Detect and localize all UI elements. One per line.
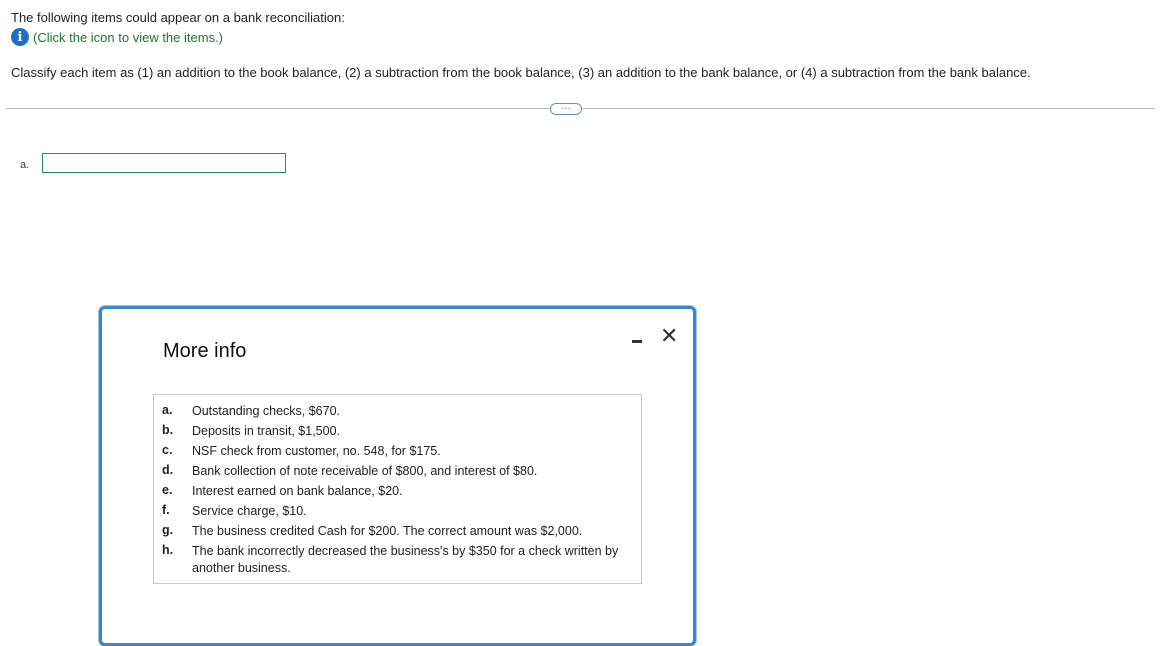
item-letter: b. — [162, 423, 174, 437]
item-text: Interest earned on bank balance, $20. — [192, 484, 403, 498]
list-item — [154, 443, 632, 460]
minimize-icon[interactable] — [632, 340, 642, 343]
items-list — [153, 394, 642, 584]
list-item — [154, 403, 632, 420]
list-item — [154, 543, 622, 577]
item-text: The business credited Cash for $200. The correct amount was $2,000. — [192, 524, 583, 538]
more-info-dialog — [99, 306, 696, 646]
view-items-link[interactable]: (Click the icon to view the items.) — [33, 29, 224, 45]
list-item — [154, 523, 632, 540]
dialog-title: More info — [163, 340, 247, 362]
answer-input-a[interactable] — [42, 153, 286, 173]
item-text: The bank incorrectly decreased the business's by $350 for a check written by another business. — [192, 544, 619, 575]
item-letter: a. — [162, 403, 173, 417]
item-letter: e. — [162, 483, 173, 497]
list-item — [154, 423, 632, 440]
item-text: Bank collection of note receivable of $800, and interest of $80. — [192, 464, 538, 478]
answer-label-a: a. — [20, 159, 30, 171]
close-icon[interactable]: ✕ — [660, 323, 679, 348]
item-letter: d. — [162, 463, 174, 477]
instruction-text: Classify each item as (1) an addition to the book balance, (2) a subtraction from the book balance, (3) an addition to the bank balance, or (4) a subtraction from the bank balance. — [11, 65, 1031, 80]
list-item — [154, 463, 632, 480]
item-text: Service charge, $10. — [192, 504, 307, 518]
intro-text: The following items could appear on a bank reconciliation: — [11, 10, 345, 25]
info-row[interactable] — [11, 28, 223, 46]
expand-button[interactable]: … — [550, 103, 582, 115]
info-icon[interactable]: i — [11, 28, 29, 46]
item-letter: g. — [162, 523, 174, 537]
item-letter: f. — [162, 503, 170, 517]
list-item — [154, 483, 632, 500]
item-letter: h. — [162, 543, 174, 557]
item-text: Deposits in transit, $1,500. — [192, 424, 340, 438]
item-text: NSF check from customer, no. 548, for $175. — [192, 444, 441, 458]
list-item — [154, 503, 632, 520]
item-text: Outstanding checks, $670. — [192, 404, 341, 418]
item-letter: c. — [162, 443, 173, 457]
